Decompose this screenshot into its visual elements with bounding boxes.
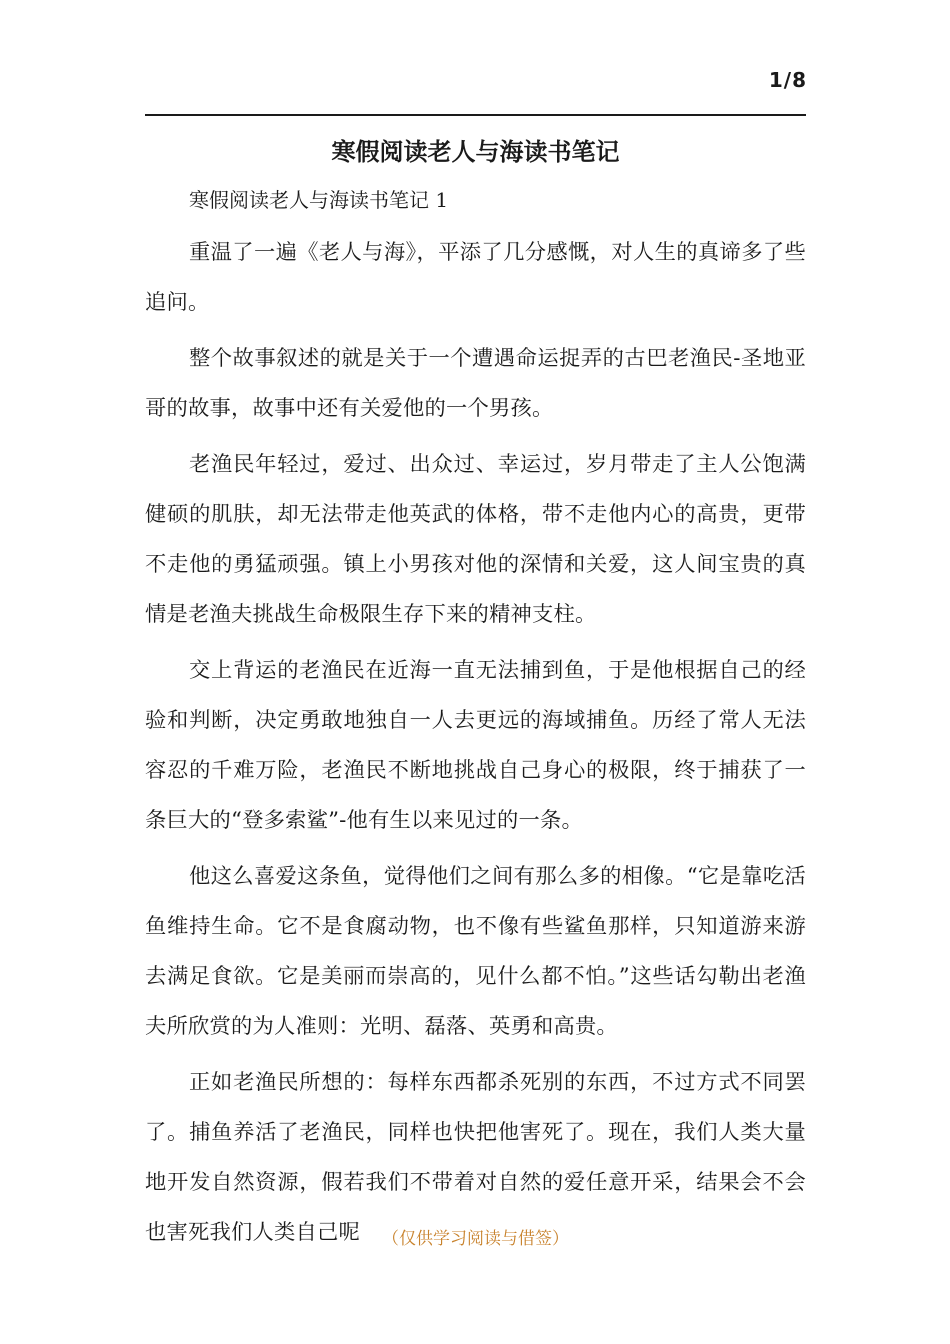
paragraph: 老渔民年轻过，爱过、出众过、幸运过，岁月带走了主人公饱满健硕的肌肤，却无法带走他英武的体格，带不走他内心的高贵，更带不走他的勇猛顽强。镇上小男孩对他的深情和关爱，这人间宝贵的真情是老渔夫挑战生命极限生存下来的精神支柱。 (145, 452, 806, 627)
document-title: 寒假阅读老人与海读书笔记 (331, 137, 620, 166)
paragraph: 他这么喜爱这条鱼，觉得他们之间有那么多的相像。“它是靠吃活鱼维持生命。它不是食腐动物，也不像有些鲨鱼那样，只知道游来游去满足食欲。它是美丽而崇高的，见什么都不怕。”这些话勾勒出老渔夫所欣赏的为人准则：光明、磊落、英勇和高贵。 (145, 864, 806, 1039)
section-subheading: 寒假阅读老人与海读书笔记 1 (189, 188, 449, 212)
page-number: 1/8 (768, 68, 807, 92)
paragraph: 正如老渔民所想的：每样东西都杀死别的东西，不过方式不同罢了。捕鱼养活了老渔民，同样也快把他害死了。现在，我们人类大量地开发自然资源，假若我们不带着对自然的爱任意开采，结果会不会也害死我们人类自己呢 (145, 1070, 806, 1245)
document-body (145, 178, 806, 1258)
header-divider (145, 114, 806, 116)
paragraph: 重温了一遍《老人与海》，平添了几分感慨，对人生的真谛多了些追问。 (145, 240, 806, 315)
paragraph: 交上背运的老渔民在近海一直无法捕到鱼，于是他根据自己的经验和判断，决定勇敢地独自一人去更远的海域捕鱼。历经了常人无法容忍的千难万险，老渔民不断地挑战自己身心的极限，终于捕获了一条巨大的“登多索鲨”-他有生以来见过的一条。 (145, 658, 806, 833)
footer-note: （仅供学习阅读与借签） (382, 1229, 569, 1249)
paragraph: 整个故事叙述的就是关于一个遭遇命运捉弄的古巴老渔民-圣地亚哥的故事，故事中还有关爱他的一个男孩。 (145, 346, 806, 421)
